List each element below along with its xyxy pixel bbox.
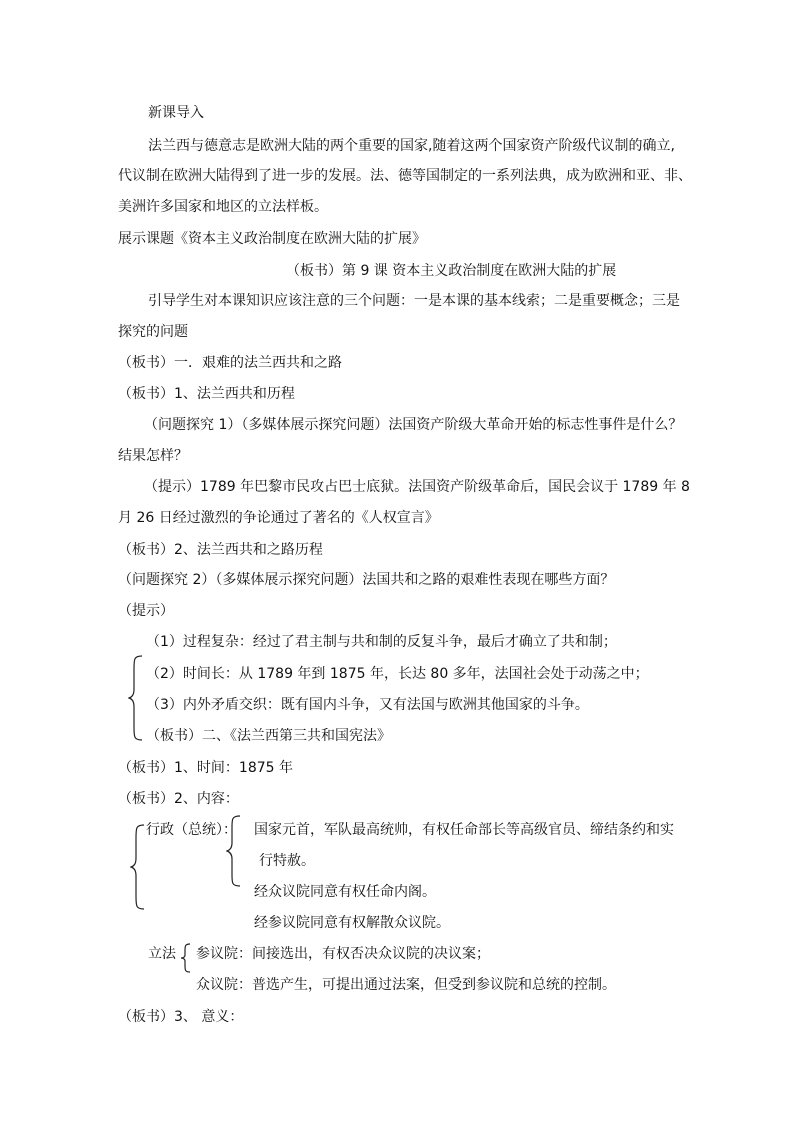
executive-line-1: 国家元首，军队最高统帅，有权任命部长等高级官员、缔结条约和实 xyxy=(254,822,674,838)
point-3: （3）内外矛盾交织：既有国内斗争，又有法国与欧洲其他国家的斗争。 xyxy=(146,697,589,713)
time-item: （板书）1、时间：1875 年 xyxy=(118,760,293,776)
intro-line-1: 法兰西与德意志是欧洲大陆的两个重要的国家,随着这两个国家资产阶级代议制的确立, xyxy=(148,138,675,154)
point-1: （1）过程复杂：经过了君主制与共和制的反复斗争，最后才确立了共和制； xyxy=(146,634,617,650)
meaning-item: （板书）3、 意义： xyxy=(118,1009,244,1025)
intro-line-2: 代议制在欧洲大陆得到了进一步的发展。法、德等国制定的一系列法典，成为欧洲和亚、非、 xyxy=(118,168,692,184)
subsection-1: （板书）1、法兰西共和历程 xyxy=(118,386,295,402)
legislative-line-2: 众议院：普选产生，可提出通过法案，但受到参议院和总统的控制。 xyxy=(196,977,616,993)
question-2: （问题探究 2）（多媒体展示探究问题）法国共和之路的艰难性表现在哪些方面？ xyxy=(118,572,615,588)
question-1-line-1: （问题探究 1）（多媒体展示探究问题）法国资产阶级大革命开始的标志性事件是什么？ xyxy=(144,417,683,433)
legislative-line-1: 参议院：间接选出，有权否决众议院的决议案； xyxy=(196,946,490,962)
legislative-brace xyxy=(180,943,192,973)
section-1-heading: （板书）一．艰难的法兰西共和之路 xyxy=(118,355,342,371)
executive-line-3: 经众议院同意有权任命内阁。 xyxy=(254,884,436,900)
section-2-heading: （板书）二、《法兰西第三共和国宪法》 xyxy=(146,728,391,744)
point-2: （2）时间长：从 1789 年到 1875 年，长达 80 多年，法国社会处于动荡之中； xyxy=(146,666,649,682)
hint-1-line-1: （提示）1789 年巴黎市民攻占巴士底狱。法国资产阶级革命后，国民会议于 1789 年 8 xyxy=(144,479,690,495)
subsection-2: （板书）2、法兰西共和之路历程 xyxy=(118,542,323,558)
content-outer-brace xyxy=(130,824,146,910)
legislative-label: 立法 xyxy=(148,946,176,962)
show-topic: 展示课题《资本主义政治制度在欧洲大陆的扩展》 xyxy=(118,231,426,247)
intro-heading: 新课导入 xyxy=(148,105,204,121)
intro-line-3: 美洲许多国家和地区的立法样板。 xyxy=(118,199,328,215)
hint-2: （提示） xyxy=(118,603,174,619)
hint-1-line-2: 月 26 日经过激烈的争论通过了著名的《人权宣言》 xyxy=(118,510,439,526)
content-item: （板书）2、内容： xyxy=(118,791,239,807)
board-title: （板书）第 9 课 资本主义政治制度在欧洲大陆的扩展 xyxy=(286,263,617,279)
executive-line-2: 行特赦。 xyxy=(259,853,315,869)
guide-line-1: 引导学生对本课知识应该注意的三个问题：一是本课的基本线索；二是重要概念；三是 xyxy=(148,293,680,309)
executive-line-4: 经参议院同意有权解散众议院。 xyxy=(254,915,450,931)
guide-line-2: 探究的问题 xyxy=(118,324,188,340)
executive-brace xyxy=(226,815,242,887)
executive-label: 行政（总统）： xyxy=(146,822,237,838)
points-brace xyxy=(128,655,144,741)
question-1-line-2: 结果怎样？ xyxy=(118,448,188,464)
